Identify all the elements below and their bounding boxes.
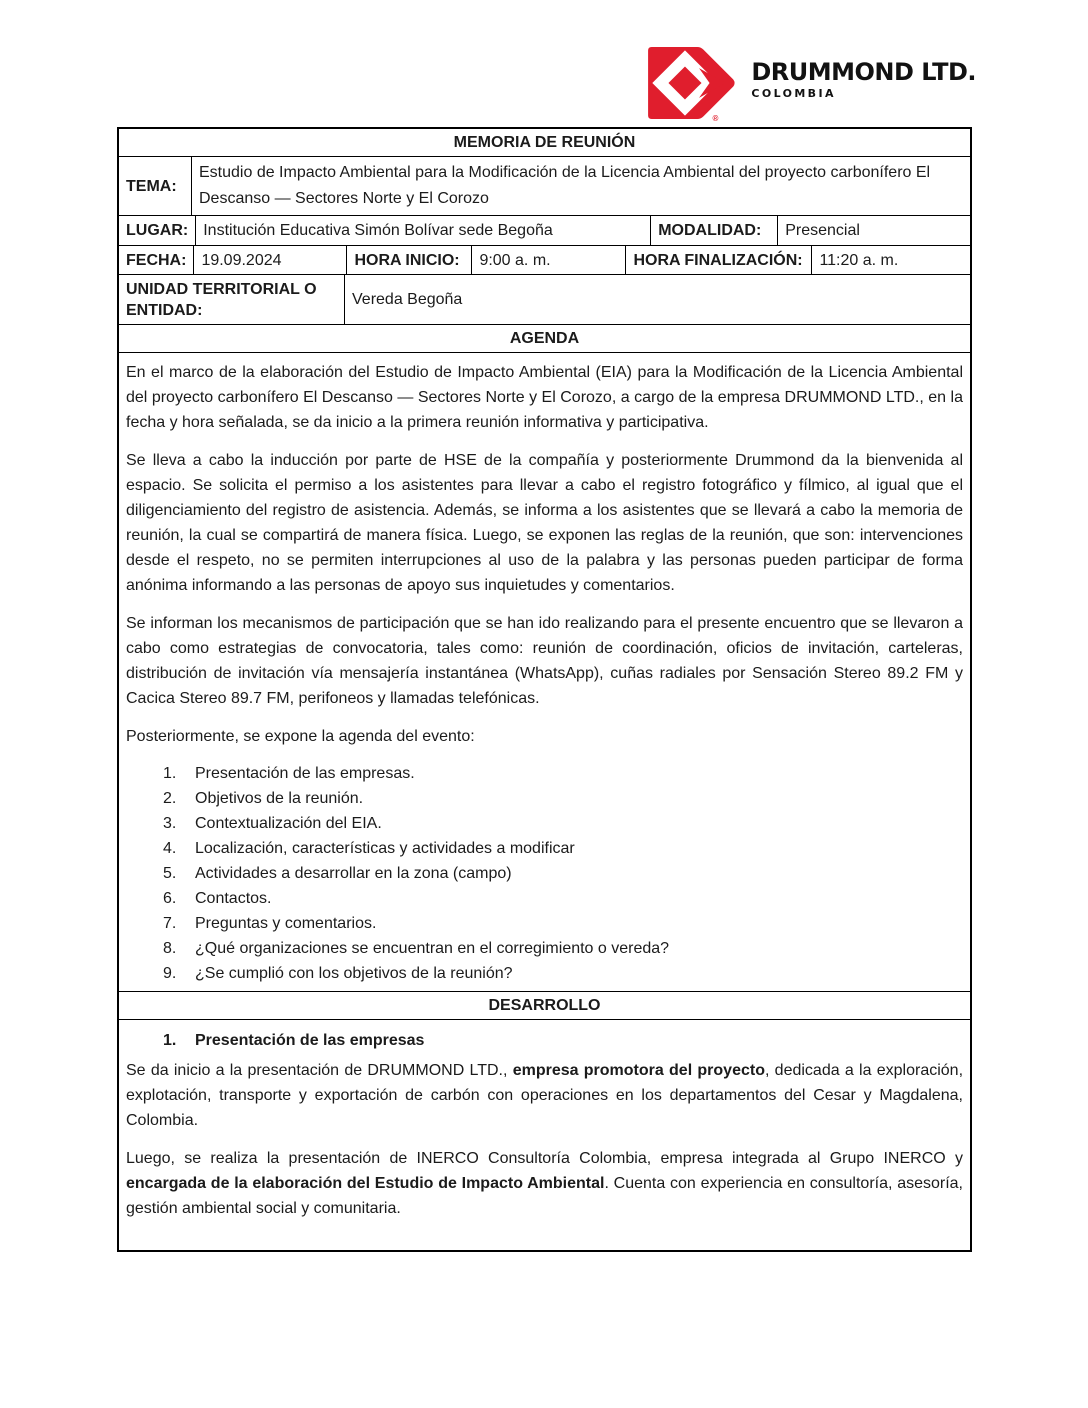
document-title: MEMORIA DE REUNIÓN [453, 134, 636, 151]
agenda-header: AGENDA [509, 330, 580, 347]
brand-subtitle: COLOMBIA [751, 87, 836, 100]
unidad-row [119, 275, 970, 325]
hora-fin-label: HORA FINALIZACIÓN: [626, 246, 812, 274]
registered-trademark: ® [712, 114, 719, 123]
hora-inicio-value: 9:00 a. m. [472, 246, 626, 274]
lugar-row [119, 216, 970, 246]
meeting-minutes-table [117, 127, 972, 1252]
agenda-paragraph: Posteriormente, se expone la agenda del evento: [126, 728, 475, 745]
drummond-logo-icon [648, 47, 736, 123]
agenda-body-row [119, 353, 970, 992]
modalidad-value: Presencial [785, 222, 860, 239]
desarrollo-section-heading: 1. Presentación de las empresas [163, 1032, 425, 1049]
fecha-row [119, 246, 970, 275]
tema-row [119, 157, 970, 216]
tema-label: TEMA: [119, 157, 192, 215]
agenda-paragraph: Se lleva a cabo la inducción por parte de HSE de la compañía y posteriormente Drummond da la bienvenida al espacio. Se solicita el permiso a los asistentes para llevar a cabo el registro fotográfico y fílmico, al igual que el diligenciamiento del registro de asistencia. Además, se informa a los asistentes que se llevará a cabo la memoria de reunión, la cual se compartirá de manera física. Luego, se exponen las reglas de la reunión, que son: intervenciones desde el respeto, no se permiten interrupciones al uso de la palabra y las personas pueden participar de forma anónima informando a las personas de apoyo sus inquietudes y comentarios. [126, 452, 963, 594]
desarrollo-paragraph: Se da inicio a la presentación de DRUMMOND LTD., empresa promotora del proyecto, dedicada a la exploración, explotación, transporte y exportación de carbón con operaciones en los departamentos del Cesar y Magdalena, Colombia. [126, 1062, 964, 1129]
desarrollo-paragraph: Luego, se realiza la presentación de INERCO Consultoría Colombia, empresa integrada al Grupo INERCO y encargada de la elaboración del Estudio de Impacto Ambiental. Cuenta con experiencia en consultoría, asesoría, gestión ambiental social y comunitaria. [126, 1150, 963, 1217]
agenda-list-item: 9. ¿Se cumplió con los objetivos de la reunión? [163, 965, 513, 982]
lugar-value: Institución Educativa Simón Bolívar sede Begoña [196, 216, 651, 245]
hora-inicio-label: HORA INICIO: [347, 246, 472, 274]
agenda-list-item: 8. ¿Qué organizaciones se encuentran en el corregimiento o vereda? [163, 940, 670, 957]
desarrollo-header: DESARROLLO [488, 997, 601, 1014]
agenda-list-item: 7. Preguntas y comentarios. [163, 915, 377, 932]
agenda-list-item: 4. Localización, características y actividades a modificar [163, 840, 575, 857]
unidad-value: Vereda Begoña [352, 291, 463, 308]
agenda-list-item: 5. Actividades a desarrollar en la zona (campo) [163, 865, 512, 882]
agenda-body [119, 353, 970, 991]
desarrollo-body-row [119, 1020, 970, 1250]
fecha-value: 19.09.2024 [194, 246, 347, 274]
agenda-list-item: 1. Presentación de las empresas. [163, 765, 415, 782]
brand-name: DRUMMOND LTD. [751, 58, 976, 86]
agenda-list-item: 6. Contactos. [163, 890, 272, 907]
desarrollo-body [119, 1020, 970, 1250]
agenda-header-row [119, 325, 970, 353]
lugar-label: LUGAR: [119, 216, 196, 245]
brand-wordmark [751, 47, 976, 100]
desarrollo-header-row [119, 992, 970, 1020]
modalidad-label: MODALIDAD: [651, 216, 778, 245]
hora-fin-value: 11:20 a. m. [819, 251, 899, 269]
agenda-list-item: 3. Contextualización del EIA. [163, 815, 382, 832]
agenda-list-item: 2. Objetivos de la reunión. [163, 790, 364, 807]
tema-value: Estudio de Impacto Ambiental para la Modificación de la Licencia Ambiental del proyecto carbonífero El Descanso — Sectores Norte y El Corozo [199, 164, 931, 207]
brand-header [648, 47, 976, 123]
title-row [119, 129, 970, 157]
unidad-label: UNIDAD TERRITORIAL O ENTIDAD: [119, 275, 345, 324]
agenda-paragraph: En el marco de la elaboración del Estudio de Impacto Ambiental (EIA) para la Modificación de la Licencia Ambiental del proyecto carbonífero El Descanso — Sectores Norte y El Corozo, a cargo de la empresa DRUMMOND LTD., en la fecha y hora señalada, se da inicio a la primera reunión informativa y participativa. [126, 364, 963, 431]
fecha-label: FECHA: [119, 246, 194, 274]
agenda-paragraph: Se informan los mecanismos de participación que se han ido realizando para el presente encuentro que se llevaron a cabo como estrategias de convocatoria, tales como: reunión de coordinación, oficios de invitación, carteleras, distribución de invitación vía mensajería instantánea (WhatsApp), cuñas radiales por Sensación Stereo 89.2 FM y Cacica Stereo 89.7 FM, perifoneos y llamadas telefónicas. [126, 615, 963, 707]
